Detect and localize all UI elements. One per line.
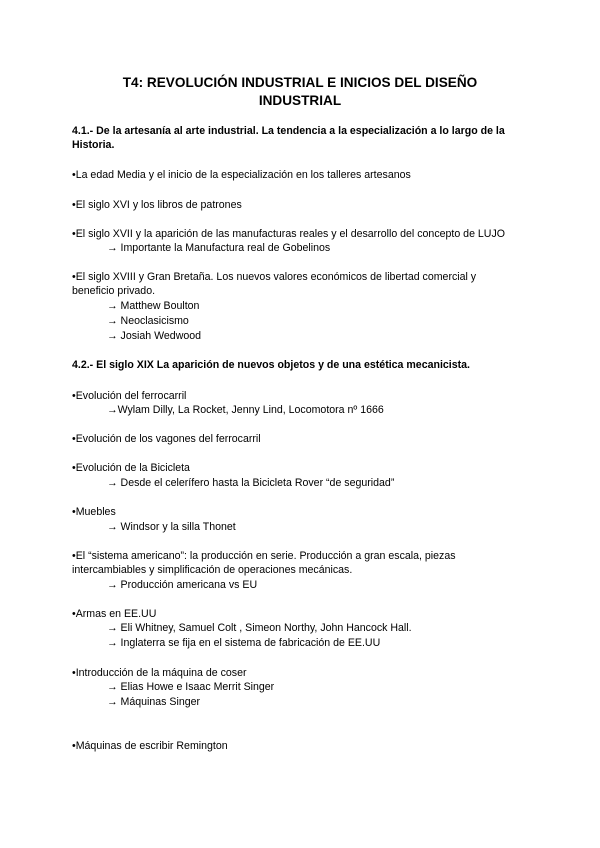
sub-item-howe-singer: → Elias Howe e Isaac Merrit Singer	[107, 681, 275, 693]
bullet-bicicleta: •Evolución de la Bicicleta	[72, 462, 190, 474]
section-4-1-heading-line-2: Historia.	[72, 139, 115, 151]
document-title-line-2: INDUSTRIAL	[258, 93, 342, 108]
bullet-sistema-americano-line-2: intercambiables y simplificación de operaciones mecánicas.	[72, 564, 353, 576]
sub-item-matthew-boulton: → Matthew Boulton	[107, 300, 200, 312]
bullet-sistema-americano-line-1: •El “sistema americano”: la producción en serie. Producción a gran escala, piezas	[72, 550, 456, 562]
sub-item-celerifero: → Desde el celerífero hasta la Bicicleta Rover “de seguridad”	[107, 477, 395, 489]
section-4-1-heading-line-1: 4.1.- De la artesanía al arte industrial. La tendencia a la especialización a lo largo de la	[72, 125, 505, 137]
bullet-ferrocarril: •Evolución del ferrocarril	[72, 390, 187, 402]
bullet-armas: •Armas en EE.UU	[72, 608, 157, 620]
bullet-edad-media: •La edad Media y el inicio de la especialización en los talleres artesanos	[72, 169, 411, 181]
sub-item-locomotoras: →Wylam Dilly, La Rocket, Jenny Lind, Locomotora nº 1666	[107, 404, 384, 416]
bullet-muebles: •Muebles	[72, 506, 116, 518]
sub-item-neoclasicismo: → Neoclasicismo	[107, 315, 189, 327]
document-title	[90, 74, 510, 110]
document-title-line-1: T4: REVOLUCIÓN INDUSTRIAL E INICIOS DEL DISEÑO	[122, 75, 478, 90]
bullet-siglo-xvi: •El siglo XVI y los libros de patrones	[72, 199, 242, 211]
sub-item-maquinas-singer: → Máquinas Singer	[107, 696, 201, 708]
sub-item-armeros: → Eli Whitney, Samuel Colt , Simeon Northy, John Hancock Hall.	[107, 622, 412, 634]
bullet-siglo-xviii-line-1: •El siglo XVIII y Gran Bretaña. Los nuevos valores económicos de libertad comercial y	[72, 271, 477, 283]
section-4-2-heading: 4.2.- El siglo XIX La aparición de nuevos objetos y de una estética mecanicista.	[72, 359, 470, 371]
bullet-maquina-coser: •Introducción de la máquina de coser	[72, 667, 247, 679]
bullet-vagones: •Evolución de los vagones del ferrocarril	[72, 433, 261, 445]
sub-item-inglaterra: → Inglaterra se fija en el sistema de fabricación de EE.UU	[107, 637, 381, 649]
sub-item-windsor-thonet: → Windsor y la silla Thonet	[107, 521, 236, 533]
bullet-siglo-xviii-line-2: beneficio privado.	[72, 285, 156, 297]
sub-item-gobelinos: → Importante la Manufactura real de Gobelinos	[107, 242, 331, 254]
sub-item-produccion-americana: → Producción americana vs EU	[107, 579, 258, 591]
bullet-siglo-xvii: •El siglo XVII y la aparición de las manufacturas reales y el desarrollo del concepto de LUJO	[72, 228, 505, 240]
bullet-remington: •Máquinas de escribir Remington	[72, 740, 228, 752]
sub-item-josiah-wedwood: → Josiah Wedwood	[107, 330, 202, 342]
